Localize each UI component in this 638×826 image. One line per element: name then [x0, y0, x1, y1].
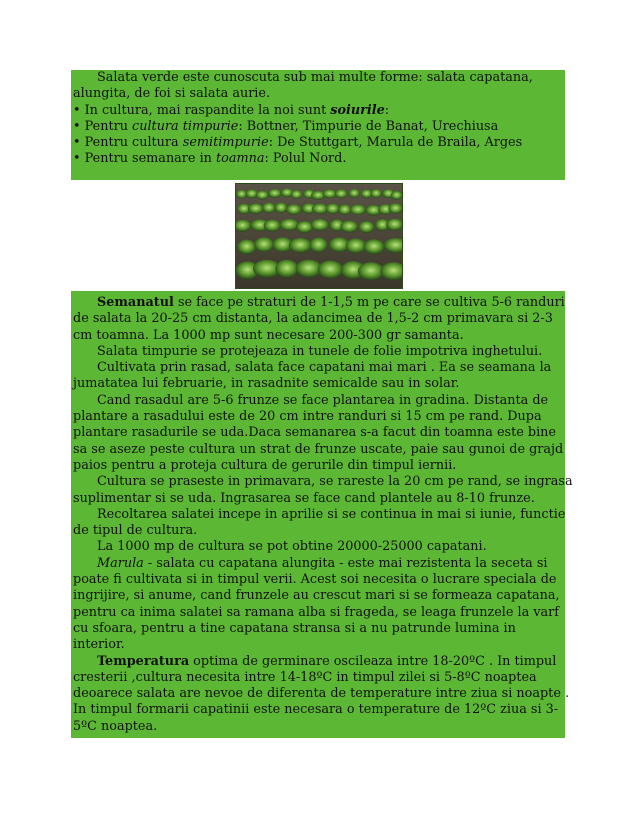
lettuce-head: [256, 191, 269, 200]
varieties-heading: [73, 103, 563, 119]
lettuce-head: [326, 204, 340, 215]
lettuce-head: [340, 221, 358, 233]
temperature-line: [73, 654, 563, 670]
lettuce-head: [386, 219, 403, 231]
varieties-keyword: soiurile: [330, 102, 385, 118]
sowing-line: de salata la 20-25 cm distanta, la adancimea de 1,5-2 cm primavara si 2-3: [73, 311, 553, 327]
lettuce-head: [289, 238, 312, 253]
text-span: • Pentru cultura: [73, 135, 183, 151]
seedling-line: Cultivata prin rasad, salata face capatani mai mari . Ea se seamana la: [97, 360, 552, 376]
lettuce-head: [264, 220, 281, 232]
lettuce-head: [358, 262, 384, 280]
lettuce-head: [311, 219, 329, 231]
lettuce-head: [359, 221, 375, 233]
seedling-line: jumatatea lui februarie, in rasadnite semicalde sau in solar.: [73, 376, 460, 392]
marula-line: ingrijire, si anume, cand frunzele au crescut mari si se formeaza capatana,: [73, 588, 560, 604]
text-span: : De Stuttgart, Marula de Braila, Arges: [268, 135, 523, 151]
italic-term: toamna: [215, 151, 265, 167]
lettuce-head: [275, 203, 288, 214]
bullet-item-early: [73, 119, 563, 135]
marula-line: interior.: [73, 637, 125, 653]
text-span: • Pentru: [73, 118, 133, 134]
yield-line: La 1000 mp de cultura se pot obtine 20000-25000 capatani.: [97, 539, 487, 555]
text-span: optima de germinare oscileaza intre 18-20ºC . In timpul: [189, 653, 557, 669]
lettuce-head: [237, 240, 256, 255]
lettuce-head: [391, 191, 403, 200]
harvest-line: Recoltarea salatei incepe in aprilie si se continua in mai si iunie, functie: [97, 506, 566, 522]
marula-keyword: Marula: [97, 555, 144, 571]
lettuce-head: [236, 190, 247, 199]
temperature-line: cresterii ,cultura necesita intre 14-18ºC in timpul zilei si 5-8ºC noaptea: [73, 669, 537, 685]
lettuce-head: [371, 189, 382, 198]
temperature-line: deoarece salata are nevoe de diferenta de temperature intre ziua si noapte .: [73, 686, 570, 702]
sowing-line: cm toamna. La 1000 mp sunt necesare 200-300 gr samanta.: [73, 327, 464, 343]
lettuce-head: [310, 238, 328, 253]
marula-line: [73, 556, 563, 572]
lettuce-head: [364, 239, 385, 254]
body-section: [71, 291, 573, 738]
bullet-item-semi-early: [73, 135, 563, 151]
temperature-keyword: Temperatura: [97, 653, 190, 669]
text-span: se face pe straturi de 1-1,5 m pe care se cultiva 5-6 randuri: [173, 295, 565, 310]
lettuce-head: [268, 189, 282, 198]
text-span: - salata cu capatana alungita - este mai rezistenta la seceta si: [143, 555, 548, 571]
sowing-line: [73, 295, 563, 311]
marula-line: poate fi cultivata si in timpul verii. Acest soi necesita o lucrare speciala de: [73, 572, 557, 588]
lettuce-head: [350, 205, 366, 216]
intro-paragraph-line: alungita, de foi si salata aurie.: [73, 86, 271, 102]
lettuce-head: [312, 204, 328, 215]
sowing-keyword: Semanatul: [97, 295, 174, 310]
lettuce-head: [338, 204, 351, 215]
temperature-line: In timpul formarii capatinii este necesara o temperature de 12ºC ziua si 3-: [73, 702, 559, 718]
text-span: • Pentru semanare in: [73, 151, 216, 167]
planting-line: sa se aseze peste cultura un strat de frunze uscate, paie sau gunoi de grajd: [73, 441, 564, 457]
text-span: : Bottner, Timpurie de Banat, Urechiusa: [238, 118, 499, 134]
lettuce-head: [323, 189, 337, 198]
lettuce-head: [286, 204, 301, 215]
lettuce-head: [248, 203, 264, 214]
care-line: suplimentar si se uda. Ingrasarea se face cand plantele au 8-10 frunze.: [73, 490, 535, 506]
lettuce-head: [262, 203, 276, 214]
lettuce-head: [335, 189, 348, 198]
lettuce-head: [296, 221, 313, 233]
lettuce-head: [346, 238, 366, 253]
italic-term: cultura timpurie: [132, 118, 239, 134]
lettuce-head: [389, 203, 403, 214]
harvest-line: de tipul de cultura.: [73, 523, 198, 539]
temperature-line: 5ºC noaptea.: [73, 718, 158, 734]
italic-term: semitimpurie: [182, 135, 269, 151]
text-span: • In cultura, mai raspandite la noi sunt: [73, 102, 331, 118]
intro-paragraph-line: Salata verde este cunoscuta sub mai multe forme: salata capatana,: [97, 70, 533, 85]
text-span: : Polul Nord.: [264, 151, 347, 167]
text-span: :: [384, 102, 390, 118]
lettuce-head: [291, 190, 302, 199]
planting-line: plantare a rasadului este de 20 cm intre randuri si 15 cm pe rand. Dupa: [73, 409, 542, 425]
protection-line: Salata timpurie se protejeaza in tunele de folie impotriva inghetului.: [97, 343, 543, 359]
planting-line: Cand rasadul are 5-6 frunze se face plantarea in gradina. Distanta de: [97, 392, 549, 408]
marula-line: pentru ca inima salatei sa ramana alba si frageda, se leaga frunzele la varf: [73, 604, 560, 620]
lettuce-head: [280, 219, 299, 231]
lettuce-head: [254, 237, 274, 252]
lettuce-head: [349, 189, 360, 198]
document-page: [71, 70, 573, 738]
lettuce-head: [318, 261, 343, 279]
planting-line: paios pentru a proteja cultura de gerurile din timpul iernii.: [73, 457, 457, 473]
lettuce-field-photo: [235, 183, 403, 289]
bullet-item-autumn: [73, 151, 563, 167]
lettuce-field-image: [236, 184, 403, 289]
marula-line: cu sfoara, pentru a tine capatana stransa si a nu patrunde lumina in: [73, 620, 516, 636]
planting-line: plantare rasadurile se uda.Daca semanarea s-a facut din toamna este bine: [73, 425, 557, 441]
lettuce-head: [275, 260, 298, 278]
intro-section: [71, 70, 565, 180]
care-line: Cultura se praseste in primavara, se rareste la 20 cm pe rand, se ingrasa: [97, 474, 573, 490]
